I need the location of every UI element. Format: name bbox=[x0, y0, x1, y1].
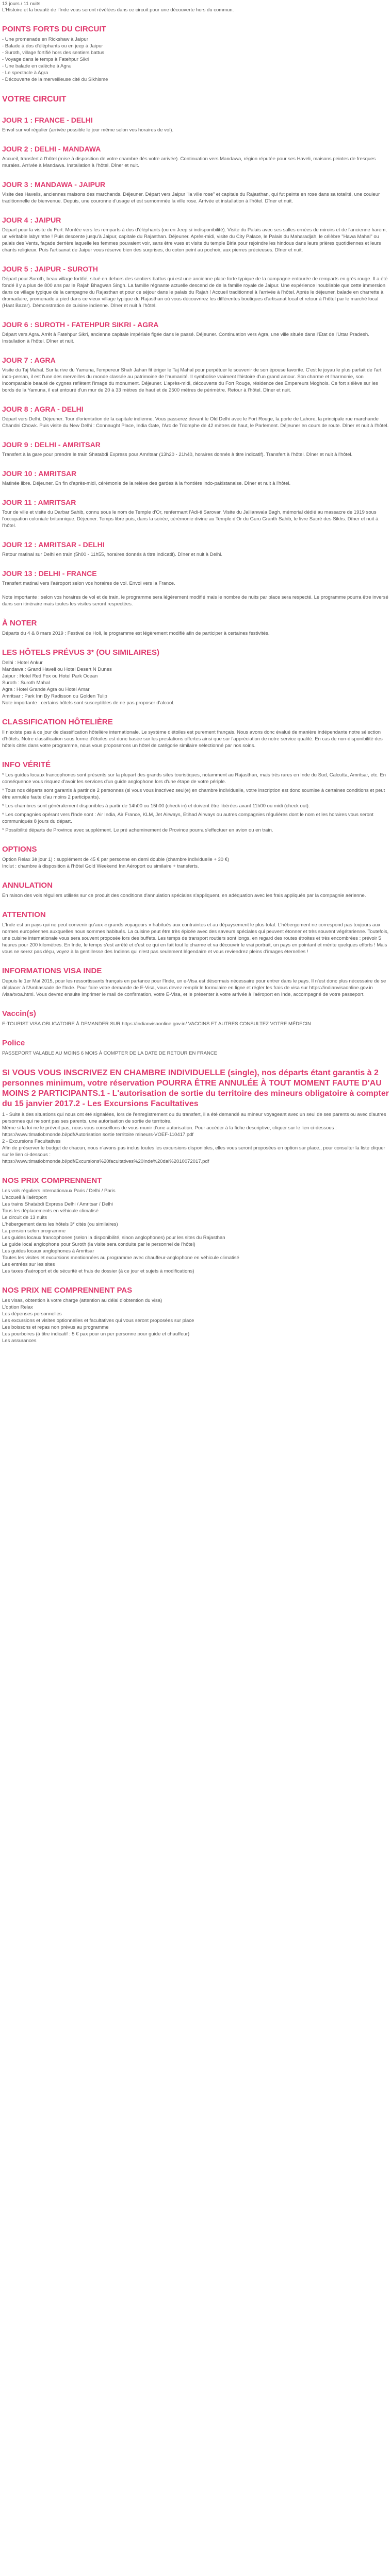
day-5 bbox=[2, 265, 389, 309]
intro bbox=[2, 1, 389, 13]
section-title-inclus: NOS PRIX COMPRENNENT bbox=[2, 1176, 102, 1185]
list-item: Les excursions et visites optionnelles et facultatives qui vous seront proposées sur place bbox=[2, 1318, 194, 1324]
day-title: JOUR 10 : AMRITSAR bbox=[2, 469, 77, 478]
day-9 bbox=[2, 440, 389, 458]
day-title: JOUR 12 : AMRITSAR - DELHI bbox=[2, 540, 105, 549]
list-item: Les guides locaux anglophones à Amritsar bbox=[2, 1248, 94, 1254]
points-forts-list bbox=[2, 36, 389, 83]
list-item: La pension selon programme bbox=[2, 1228, 66, 1234]
day-text: Visite des Havelis, anciennes maisons des marchands. Déjeuner. Départ vers Jaipur "la ville rose" et capitale du Rajasthan, qui fut peinte en rose dans sa totalité, une couleur traditionnelle de bienvenue. Depuis, une couronne d'usage et est surnommée la ville rose. Arrivée et installation à l'hôtel. Dîner et nuit. bbox=[2, 192, 380, 204]
day-title: JOUR 5 : JAIPUR - SUROTH bbox=[2, 265, 98, 273]
day-title: JOUR 9 : DELHI - AMRITSAR bbox=[2, 440, 101, 449]
day-10 bbox=[2, 469, 389, 487]
day-12 bbox=[2, 540, 389, 558]
day-text: Accueil, transfert à l'hôtel (mise à disposition de votre chambre dès votre arrivée). Continuation vers Mandawa, région réputée pour ses Haveli, maisons peintes de fresques murales. Arrivée à Mandawa. Installation à l'hôtel. Dîner et nuit. bbox=[2, 156, 376, 168]
section-title-hotels: LES HÔTELS PRÉVUS 3* (OU SIMILAIRES) bbox=[2, 648, 160, 657]
list-item: Suroth : Suroth Mahal bbox=[2, 680, 50, 686]
police-text: PASSEPORT VALABLE AU MOINS 6 MOIS À COMPTER DE LA DATE DE RETOUR EN FRANCE bbox=[2, 1050, 218, 1056]
list-item: Afin de préserver le budget de chacun, nous n'avons pas inclus toutes les excursions disponibles, elles vous seront proposées en option sur place., pour consulter la liste cliquer sur le lien ci-dessous : bbox=[2, 1145, 385, 1158]
list-item: L'accueil à l'aéroport bbox=[2, 1195, 47, 1200]
vaccins-text: E-TOURIST VISA OBLIGATOIRE À DEMANDER SUR https://indianvisaonline.gov.in/ VACCINS ET AUTRES CONSULTEZ VOTRE MÉDECIN bbox=[2, 1021, 311, 1027]
info-verite-list bbox=[2, 772, 389, 834]
list-item: Les trains Shatabdi Express Delhi / Amritsar / Delhi bbox=[2, 1201, 113, 1207]
list-item: - Suroth, village fortifié hors des sentiers battus bbox=[2, 50, 105, 56]
intro-duration: 13 jours / 11 nuits bbox=[2, 1, 41, 7]
list-item: L'option Relax bbox=[2, 1304, 33, 1310]
classification-text: Il n'existe pas à ce jour de classification hôtelière internationale. Le système d'étoiles est purement français. Nous avons donc évalué de manière indépendante notre sélection d'hôtels. Notre classification sous forme d'étoiles est donc basée sur les prestations offertes ainsi que sur l'appréciation de notre service qualité. En cas de non-disponibilité des hôtels cités dans votre programme, nous vous proposerons un hôtel de catégorie similaire sélectionné par nos soins. bbox=[2, 730, 383, 749]
list-item: * Les guides locaux francophones sont présents sur la plupart des grands sites touristiques, notamment au Rajasthan, mais très rares en Inde du Sud, Calcutta, Amritsar, etc. En conséquence vous risquez d'avoir les services d'un guide anglophone lors d'une étape de votre périple. bbox=[2, 772, 386, 785]
day-13 bbox=[2, 569, 389, 587]
list-item: Amritsar : Park Inn By Radisson ou Golden Tulip bbox=[2, 693, 107, 699]
day-title: JOUR 4 : JAIPUR bbox=[2, 216, 61, 224]
day-text: Transfert à la gare pour prendre le train Shatabdi Express pour Amritsar (13h20 - 21h40, horaires donnés à titre indicatif). Transfert à l'hôtel. Dîner et nuit à l'hôtel. bbox=[2, 452, 353, 457]
day-title: JOUR 3 : MANDAWA - JAIPUR bbox=[2, 180, 106, 189]
list-item: * Les compagnies opérant vers l'Inde sont : Air India, Air France, KLM, Jet Airways, Etihad Airways ou autres compagnies régulières dont le nom et les horaires vous seront communiqués 8 jours du départ. bbox=[2, 812, 373, 824]
list-item: L'hébergement dans les hôtels 3* cités (ou similaires) bbox=[2, 1222, 118, 1227]
section-title-attention: ATTENTION bbox=[2, 910, 46, 919]
list-item: Les pourboires (à titre indicatif : 5 € pax pour un per personne pour guide et chauffeur) bbox=[2, 1331, 190, 1337]
list-item: Les taxes d'aéroport et de sécurité et frais de dossier (à ce jour et sujets à modifications) bbox=[2, 1268, 194, 1274]
section-title-info-verite: INFO VÉRITÉ bbox=[2, 760, 51, 769]
section-title-warning: SI VOUS VOUS INSCRIVEZ EN CHAMBRE INDIVIDUELLE (single), nos départs étant garantis à 2 personnes minimum, votre réservation POURRA ÊTRE ANNULÉE À TOUT MOMENT FAUTE D'AU MOINS 2 PARTICIPANTS.1 - L'autorisation de sortie du territoire des mineurs obligatoire à compter du 15 janvier 2017.2 - Les Excursions Facultatives bbox=[2, 1069, 389, 1108]
list-item: 1 - Suite à des situations qui nous ont été signalées, lors de l'enregistrement ou du transfert, il a été demandé au mineur voyageant avec un seul de ses parents ou avec d'autres personnes qui ne sont pas ses parents, une autorisation de sortie de territoire. bbox=[2, 1112, 386, 1124]
day-text: Départ pour Suroth, beau village fortifié, situé en dehors des sentiers battus qui est une ancienne place forte typique de la campagne entourée de remparts en grès rouge. Il a été fondé il y a plus de 800 ans par le Rajah Bhagwan Singh. La famille régnante actuelle descend de de la famille royale de Jaipur. Une expérience inoubliable que cette immersion dans ce village typique de la campagne du Rajasthan et pour ce séjour dans le palais du Rajah ! Accueil traditionnel à l'arrivée à l'hôtel. Après le déjeuner, balade en charrette à dromadaire, promenade à pied dans ce vieux village typique du Rajasthan où vous découvrirez les différentes boutiques d'artisanat local et retour à l'hôtel par le marché local (Haat Bazar). Démonstration de cuisine indienne. Dîner et nuit à l'hôtel. bbox=[2, 276, 388, 309]
intro-text: L'Histoire et la beauté de l'Inde vous seront révélées dans ce circuit pour une découverte hors du commun. bbox=[2, 7, 234, 13]
section-title-vaccins: Vaccin(s) bbox=[2, 1009, 36, 1018]
list-item: Les boissons et repas non prévus au programme bbox=[2, 1325, 109, 1330]
list-item: Les guides locaux francophones (selon la disponibilité, sinon anglophones) pour les sites du Rajasthan bbox=[2, 1235, 225, 1241]
day-title: JOUR 11 : AMRITSAR bbox=[2, 498, 76, 506]
hotels-list bbox=[2, 659, 389, 706]
list-item: Le circuit de 13 nuits bbox=[2, 1215, 47, 1221]
list-item: Les assurances bbox=[2, 1338, 37, 1344]
section-title-points-forts: POINTS FORTS DU CIRCUIT bbox=[2, 25, 106, 33]
list-item: Les dépenses personnelles bbox=[2, 1311, 62, 1317]
list-item: Même si la loi ne le prévoit pas, nous vous conseillons de vous munir d'une autorisation. Pour accéder à la fiche descriptive, cliquer sur le lien ci-dessous : bbox=[2, 1125, 337, 1131]
visa-text: Depuis le 1er Mai 2015, pour les ressortissants français en partance pour l'Inde, un e-Visa est désormais nécessaire pour entrer dans le pays. Il n'est donc plus nécessaire de se déplacer à l'Ambassade de l'Inde. Pour faire votre demande de E-Visa, vous devez remplir le formulaire en ligne et régler les frais de visa sur https://indianvisaonline.gov.in /visa/tvoa.html. Vous devrez ensuite imprimer le mail de confirmation, votre E-Visa, et le présenter à votre arrivée à l'aéroport en Inde, accompagné de votre passeport. bbox=[2, 978, 386, 997]
section-title-annulation: ANNULATION bbox=[2, 881, 53, 890]
inclus-list bbox=[2, 1188, 389, 1275]
day-text: Départ pour la visite du Fort. Montée vers les remparts à dos d'éléphants (ou en Jeep si indisponibilité). Visite du Palais avec ses salles ornées de miroirs et de l'ancienne harem, un véritable labyrinthe ! Puis descente jusqu'à Jaipur, capitale du Rajasthan. Déjeuner. Après-midi, visite du City Palace, le Palais du Maharadjah, le célèbre "Hawa Mahal" ou palais des Vents, façade derrière laquelle les femmes pouvaient voir, sans être vues et visite du temple Birla pour rejoindre les hindous dans leurs prières quotidiennes et leurs chants religieux. Puis l'artisanat de Jaipur vous réserve bien des surprises, du coton peint au pochoir, aux pierres précieuses. Dîner et nuit. bbox=[2, 227, 387, 253]
list-item: - Voyage dans le temps à Fatehpur Sikri bbox=[2, 57, 89, 62]
list-item: 2 - Excursions Facultatives bbox=[2, 1139, 61, 1144]
list-item: Toutes les visites et excursions mentionnées au programme avec chauffeur-anglophone en véhicule climatisé bbox=[2, 1255, 239, 1261]
section-title-non-inclus: NOS PRIX NE COMPRENNENT PAS bbox=[2, 1286, 133, 1295]
list-item: Mandawa : Grand Haveli ou Hotel Desert N Dunes bbox=[2, 667, 112, 672]
list-item: - Découverte de la merveilleuse cité du Sikhisme bbox=[2, 77, 108, 82]
section-title-options: OPTIONS bbox=[2, 845, 37, 854]
list-item: * Possibilité départs de Province avec supplément. Le pré acheminement de Province pourra s'effectuer en avion ou en train. bbox=[2, 827, 273, 833]
day-3 bbox=[2, 180, 389, 205]
list-item: - Une balade en calèche à Agra bbox=[2, 63, 71, 69]
day-text: Transfert matinal vers l'aéroport selon vos horaires de vol. Envol vers la France. bbox=[2, 581, 175, 586]
day-text: Envol sur vol régulier (arrivée possible le jour même selon vos horaires de vol). bbox=[2, 127, 174, 133]
day-1 bbox=[2, 116, 389, 133]
list-item: * Les chambres sont généralement disponibles à partir de 14h00 ou 15h00 (check in) et doivent être libérées avant 11h00 ou midi (check out). bbox=[2, 803, 310, 809]
section-title-classification: CLASSIFICATION HÔTELIÈRE bbox=[2, 718, 113, 726]
day-6 bbox=[2, 320, 389, 345]
day-text: Départ vers Agra. Arrêt à Fatehpur Sikri, ancienne capitale impériale figée dans le passé. Déjeuner. Continuation vers Agra, une ville située dans l'Etat de l'Uttar Pradesh. Installation à l'hôtel. Dîner et nuit. bbox=[2, 332, 369, 344]
list-item: - Le spectacle à Agra bbox=[2, 70, 48, 76]
list-item: - Balade à dos d'éléphants ou en jeep à Jaipur bbox=[2, 43, 103, 49]
section-title-votre-circuit: VOTRE CIRCUIT bbox=[2, 95, 67, 104]
program-note: Note importante : selon vos horaires de vol et de train, le programme sera légèrement modifié mais le nombre de nuits par place sera respecté. Le programme pourra être inversé dans son itinéraire mais toutes les visites seront respectées. bbox=[2, 595, 388, 607]
day-title: JOUR 2 : DELHI - MANDAWA bbox=[2, 145, 101, 153]
day-title: JOUR 7 : AGRA bbox=[2, 356, 56, 364]
warning-list bbox=[2, 1111, 389, 1165]
list-item: https://www.tlmatlobmonde.bi/pdf/Excursions%20facultatives%20Inde%20dai%2010072017.pdf bbox=[2, 1159, 209, 1164]
day-8 bbox=[2, 405, 389, 429]
list-item: Les visas, obtention à votre charge (attention au délai d'obtention du visa) bbox=[2, 1298, 162, 1303]
list-item: Inclut : chambre à disposition à l'hôtel Gold Weekend Inn Aéroport ou similaire + transferts. bbox=[2, 863, 199, 869]
options-list bbox=[2, 856, 389, 870]
list-item: Delhi : Hotel Ankur bbox=[2, 660, 43, 666]
day-text: Départ vers Delhi. Déjeuner. Tour d'orientation de la capitale indienne. Vous passerez devant le Old Delhi avec le Fort Rouge, la porte de Lahore, la principale rue marchande Chandni Chowk. Puis visite du New Delhi : Connaught Place, India Gate, l'Arc de Triomphe de 42 mètres de haut, le Parlement. Déjeuner en cours de route. Dîner et nuit à l'hôtel. bbox=[2, 416, 389, 429]
list-item: Tous les déplacements en véhicule climatisé bbox=[2, 1208, 99, 1214]
list-item: Les vols réguliers internationaux Paris / Delhi / Paris bbox=[2, 1188, 116, 1194]
day-title: JOUR 1 : FRANCE - DELHI bbox=[2, 116, 93, 124]
list-item: Jaipur : Hotel Red Fox ou Hotel Park Ocean bbox=[2, 673, 98, 679]
day-text: Retour matinal sur Delhi en train (5h00 - 11h55, horaires donnés à titre indicatif). Dîner et nuit à Delhi. bbox=[2, 552, 223, 557]
day-title: JOUR 8 : AGRA - DELHI bbox=[2, 405, 84, 413]
list-item: - Une promenade en Rickshaw à Jaipur bbox=[2, 37, 88, 42]
day-title: JOUR 6 : SUROTH - FATEHPUR SIKRI - AGRA bbox=[2, 320, 159, 329]
list-item: * Tous nos départs sont garantis à partir de 2 personnes (si vous vous inscrivez seul(e) en chambre individuelle, votre inscription est donc soumise à certaines conditions et peut être annulée faute d'au moins 2 participants). bbox=[2, 788, 385, 800]
a-noter-text: Départs du 4 & 8 mars 2019 : Festival de Holi, le programme est légèrement modifié afin de participer à certaines festivités. bbox=[2, 631, 270, 636]
list-item: Le guide local anglophone pour Suroth (la visite sera conduite par le personnel de l'hôtel) bbox=[2, 1242, 196, 1247]
day-11 bbox=[2, 498, 389, 529]
non-inclus-list bbox=[2, 1297, 389, 1344]
day-4 bbox=[2, 216, 389, 253]
section-title-police: Police bbox=[2, 1039, 25, 1047]
list-item: Note importante : certains hôtels sont susceptibles de ne pas proposer d'alcool. bbox=[2, 700, 174, 706]
day-title: JOUR 13 : DELHI - FRANCE bbox=[2, 569, 97, 578]
list-item: https://www.tlmatlobmonde.bi/pdf/Autorisation sortie territoire mineurs-VOEF-110417.pdf bbox=[2, 1132, 194, 1138]
day-text: Matinée libre. Déjeuner. En fin d'après-midi, cérémonie de la relève des gardes à la frontière indo-pakistanaise. Dîner et nuit à l'hôtel. bbox=[2, 481, 291, 486]
section-title-visa: INFORMATIONS VISA INDE bbox=[2, 967, 102, 975]
list-item: Agra : Hotel Grande Agra ou Hotel Amar bbox=[2, 687, 90, 692]
day-text: Tour de ville et visite du Darbar Sahib, connu sous le nom de Temple d'Or, renfermant l'Adi-ti Sarovar. Visite du Jallianwala Bagh, mémorial dédié au massacre de 1919 sous l'occupation coloniale britannique. Déjeuner. Temps libre puis, dans la soirée, cérémonie divine au Temple d'Or du Guru Granth Sahib, le livre Sacré des Sikhs. Dîner et nuit à l'hôtel. bbox=[2, 510, 379, 529]
list-item: Option Relax 3è jour 1) : supplément de 45 € par personne en demi double (chambre individuelle + 30 €) bbox=[2, 857, 230, 862]
day-text: Visite du Taj Mahal. Sur la rive du Yamuna, l'empereur Shah Jahan fit ériger le Taj Mahal pour perpétuer le souvenir de son épouse favorite. C'est le joyau le plus parfait de l'art indo-persan, il est l'une des merveilles du monde classée au patrimoine de l'humanité. Il symbolise vraiment l'histoire d'un grand amour. Son charme et l'harmonie, son incomparable beauté de cygnes reflètent l'image du monument. Déjeuner. L'après-midi, découverte du Fort Rouge, résidence des Empereurs Moghols. Ce fort s'élève sur les bords de la Yamuna, il est entouré d'un mur de 20 à 33 mètres de haut et de 2500 mètres de périmètre. Retour à l'hôtel. Dîner et nuit. bbox=[2, 367, 382, 393]
annulation-text: En raison des vols réguliers utilisés sur ce produit des conditions d'annulation spéciales s'appliquent, en adéquation avec les frais appliqués par la compagnie aérienne. bbox=[2, 893, 366, 899]
attention-text: L'Inde est un pays qui ne peut convenir qu'aux « grands voyageurs » habitués aux contraintes et au dépaysement le plus total. L'hébergement ne correspond pas toujours aux normes européennes auxquelles nous sommes habitués. La cuisine peut être très épicée avec des saveurs spéciales qui peuvent étonner et très souvent végétarienne. Toutefois, une cuisine internationale vous sera souvent proposée lors des buffets. Les temps de transport routiers sont longs, en regard des routes étroites et très encombrées : prévoir 5 heures pour 200 kilomètres. En Inde, le temps s'est arrêté et c'est ce qui en fait tout le charme et va découvrir le vrai portrait, un pays en pointant et mérite quelques efforts ! Mais vous ne serez pas déçu, voyez à la gentillesse des Indiens qui n'est pas seulement légendaire et vous reviendrez pleins d'images éternelles ! bbox=[2, 922, 389, 955]
day-2 bbox=[2, 145, 389, 169]
list-item: Les entrées sur les sites bbox=[2, 1262, 55, 1267]
day-7 bbox=[2, 356, 389, 394]
section-title-a-noter: À NOTER bbox=[2, 619, 37, 628]
